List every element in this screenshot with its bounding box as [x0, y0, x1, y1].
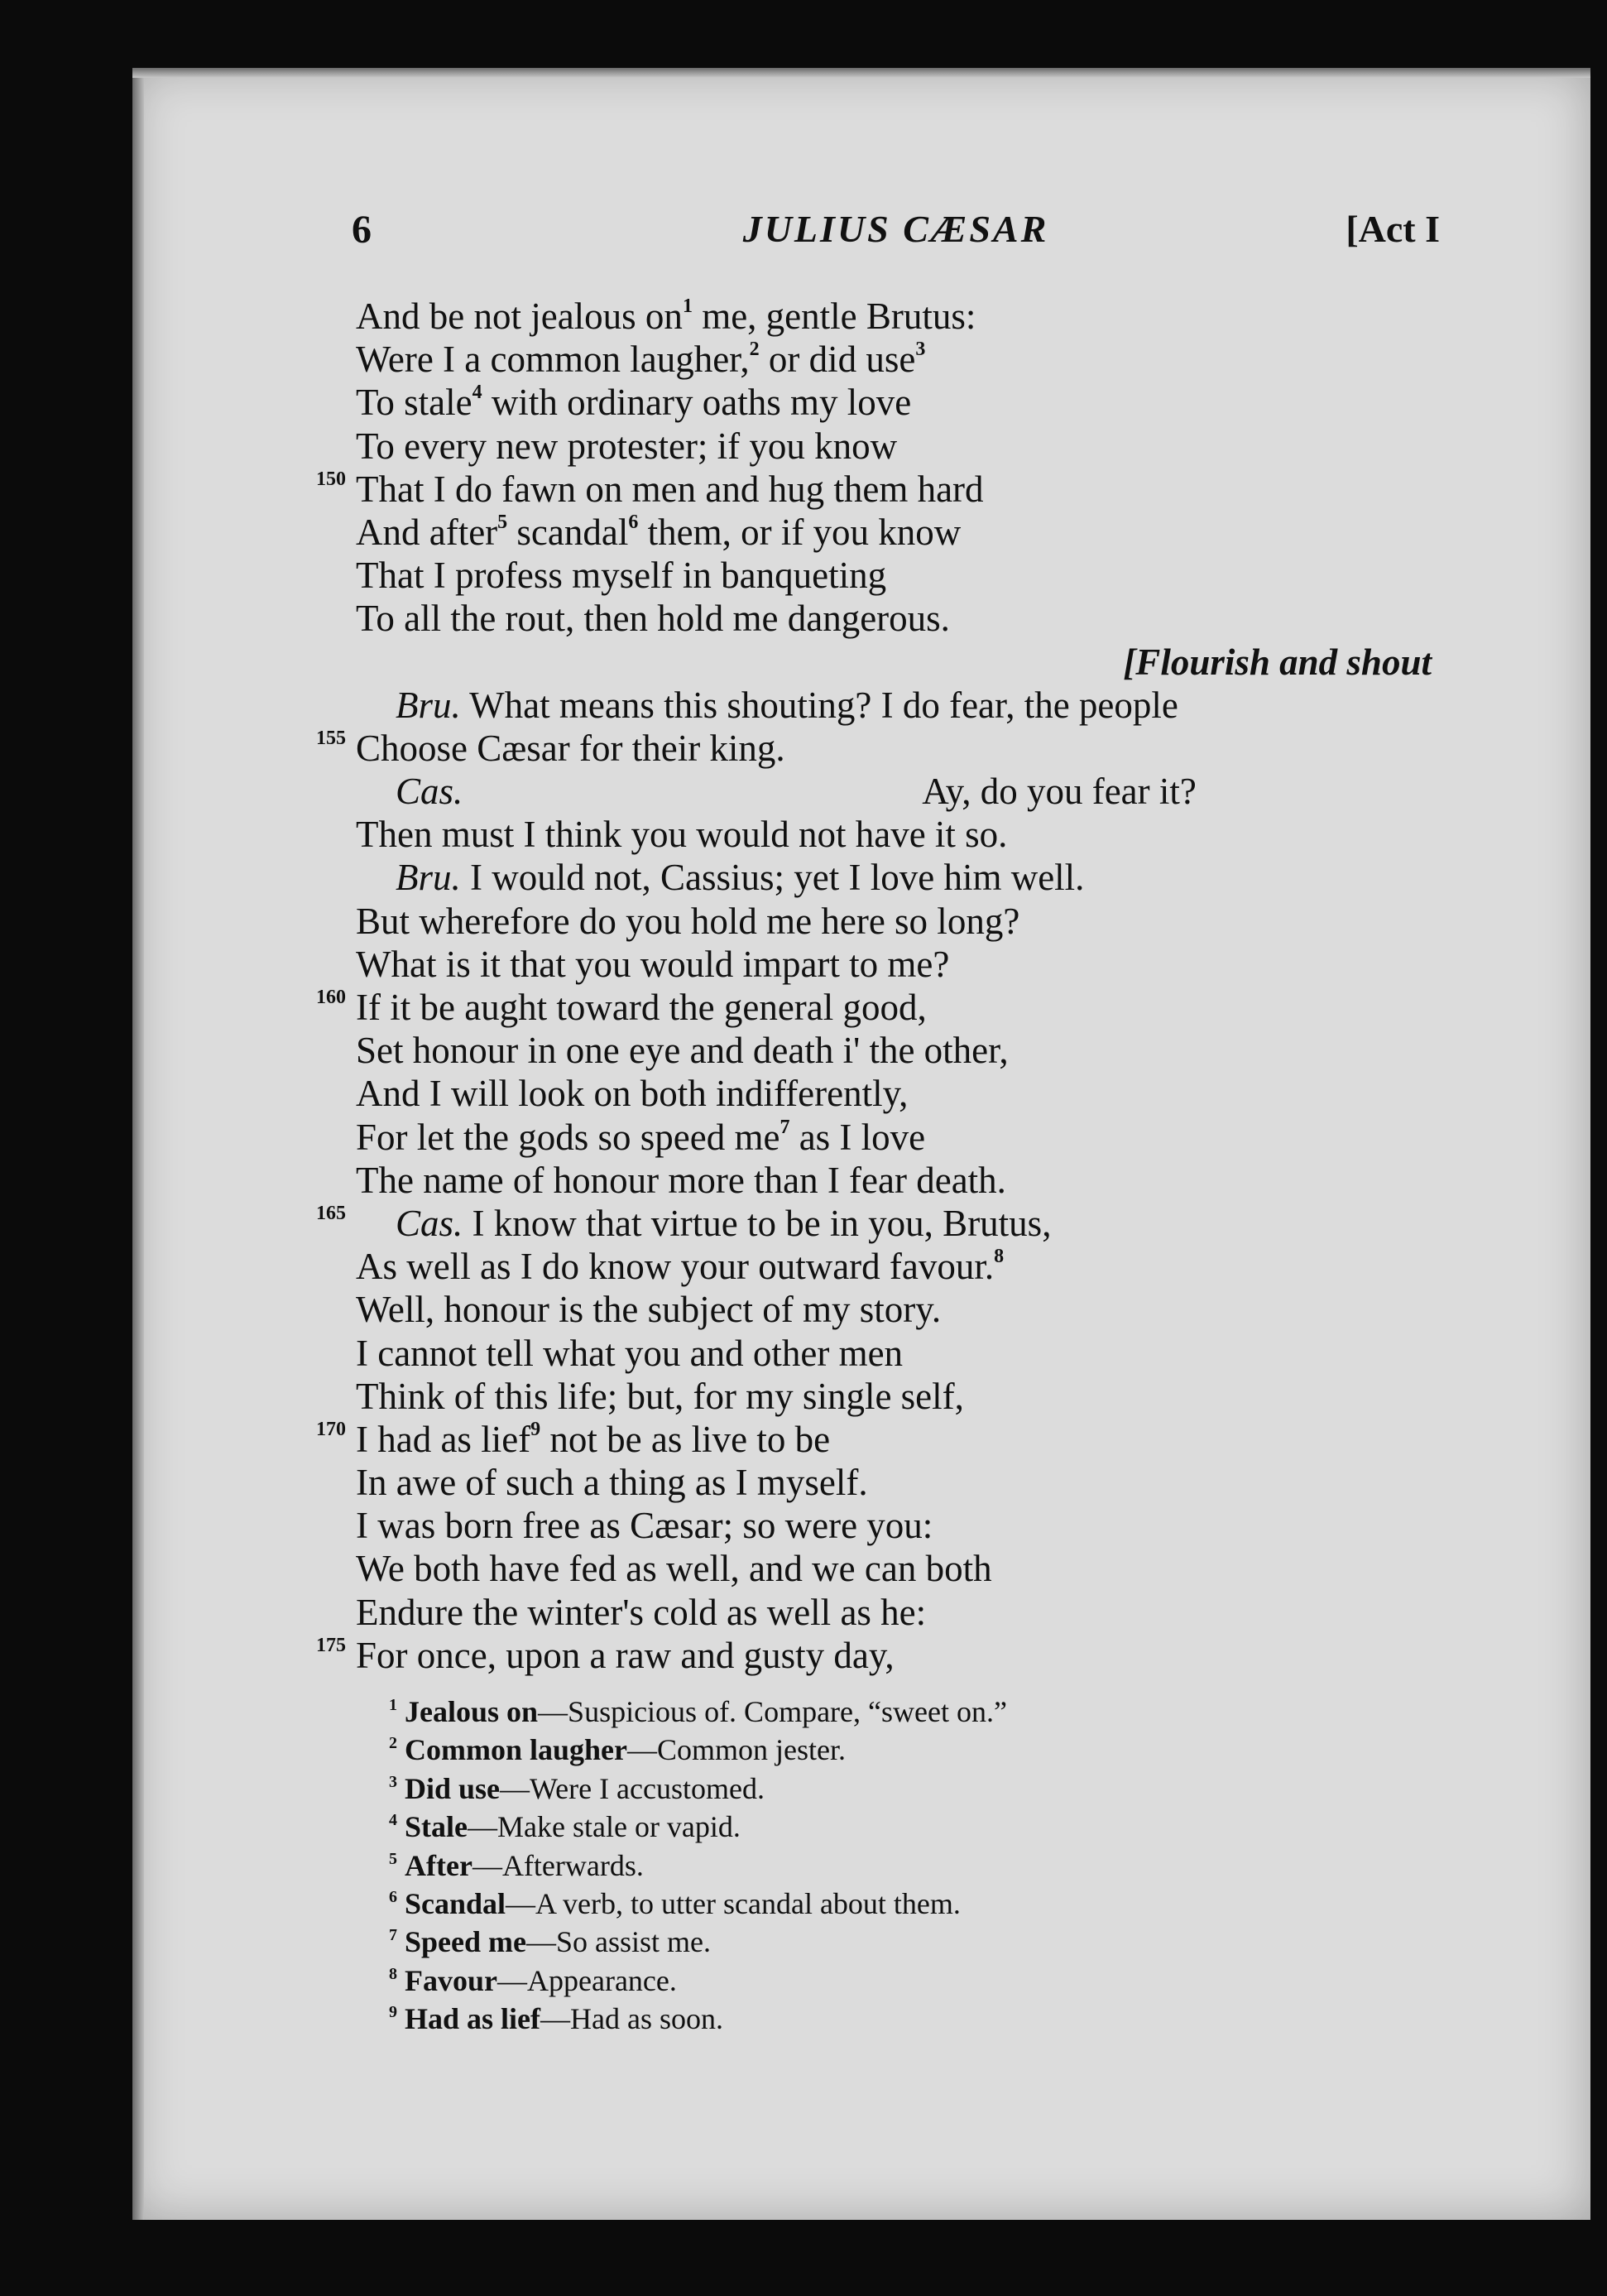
stage-direction [356, 641, 1456, 684]
verse-line [356, 1159, 1456, 1202]
verse-segment: If it be aught toward the general good, [356, 987, 927, 1028]
footnote-marker: 7 [780, 1116, 790, 1138]
footnote-marker: 5 [497, 511, 508, 533]
verse-line [356, 1288, 1456, 1331]
line-number: 170 [316, 1418, 346, 1440]
verse-segment: or did use [759, 339, 916, 381]
footnote-number: 8 [389, 1964, 397, 1983]
footnote-gloss: —Afterwards. [472, 1848, 644, 1882]
verse-segment: For let the gods so speed me [356, 1116, 780, 1158]
footnote [389, 1923, 1382, 1961]
verse-segment: me, gentle Brutus: [692, 295, 976, 337]
verse-segment: Endure the winter's cold as well as he: [356, 1591, 927, 1633]
verse-line [316, 1418, 1456, 1461]
verse-line [316, 986, 1456, 1029]
footnote-term: Scandal [405, 1886, 506, 1920]
verse-segment: I was born free as Cæsar; so were you: [356, 1505, 933, 1547]
footnote-marker: 8 [994, 1246, 1005, 1268]
verse-line [356, 1332, 1456, 1375]
verse-line [356, 1029, 1456, 1072]
verse-text [316, 295, 1456, 1677]
footnote-number: 3 [389, 1772, 397, 1791]
verse-segment: But wherefore do you hold me here so long? [356, 900, 1020, 942]
footnote-marker: 6 [628, 511, 639, 533]
speaker-name: Bru. [396, 857, 461, 899]
verse-segment: not be as live to be [540, 1418, 831, 1460]
verse-line [316, 727, 1456, 770]
verse-segment: And be not jealous on [356, 295, 683, 337]
footnote [389, 1885, 1382, 1923]
footnote-gloss: —A verb, to utter scandal about them. [506, 1886, 961, 1920]
footnote [389, 2000, 1382, 2038]
verse-line [356, 1375, 1456, 1418]
verse-segment: scandal [507, 511, 629, 553]
footnote-gloss: —Make stale or vapid. [468, 1810, 741, 1844]
verse-line [356, 511, 1456, 554]
page-header [352, 207, 1440, 265]
footnote-gloss: —So assist me. [526, 1925, 712, 1959]
footnote [389, 1693, 1382, 1731]
line-number: 150 [316, 468, 346, 490]
speaker-name: Cas. [396, 1202, 463, 1244]
footnote-marker: 2 [749, 339, 760, 361]
verse-segment: To every new protester; if you know [356, 425, 898, 467]
verse-segment: I cannot tell what you and other men [356, 1332, 904, 1374]
footnote-gloss: —Were I accustomed. [500, 1771, 765, 1805]
speaker-name: Cas. [396, 771, 463, 813]
verse-line [356, 1072, 1456, 1115]
verse-segment: Ay, do you fear it? [922, 771, 1197, 813]
verse-segment: That I profess myself in banqueting [356, 555, 887, 597]
footnote-term: After [405, 1848, 473, 1882]
footnote [389, 1962, 1382, 2000]
footnote-marker: 4 [472, 382, 482, 404]
verse-line [356, 554, 1456, 597]
footnote-number: 6 [389, 1887, 397, 1906]
footnote-number: 2 [389, 1734, 397, 1753]
footnote [389, 1808, 1382, 1846]
line-number: 155 [316, 727, 346, 749]
line-number: 165 [316, 1202, 346, 1224]
footnote-term: Speed me [405, 1925, 526, 1959]
verse-segment: Were I a common laugher, [356, 339, 750, 381]
page-number: 6 [352, 208, 372, 252]
verse-line [356, 381, 1456, 424]
footnote-term: Common laugher [405, 1733, 627, 1767]
footnote-gloss: —Common jester. [627, 1733, 846, 1767]
footnotes [389, 1693, 1382, 2039]
verse-segment: Well, honour is the subject of my story. [356, 1289, 942, 1331]
footnote-gloss: —Had as soon. [540, 2002, 723, 2036]
verse-segment: In awe of such a thing as I myself. [356, 1462, 868, 1504]
running-title: JULIUS CÆSAR [742, 208, 1049, 250]
verse-line [356, 943, 1456, 986]
verse-line [356, 1547, 1456, 1590]
verse-segment: Set honour in one eye and death i' the other, [356, 1030, 1009, 1072]
verse-line [316, 1634, 1456, 1677]
verse-segment: What is it that you would impart to me? [356, 943, 950, 985]
footnote-term: Favour [405, 1963, 497, 1997]
verse-line [356, 338, 1456, 381]
verse-line [356, 425, 1456, 468]
verse-segment: them, or if you know [638, 511, 962, 553]
verse-line [356, 1504, 1456, 1547]
footnote-term: Stale [405, 1810, 468, 1844]
footnote-marker: 1 [682, 295, 693, 317]
footnote-marker: 9 [530, 1418, 541, 1440]
page-shadow-top [132, 68, 1590, 78]
verse-segment: as I love [789, 1116, 926, 1158]
verse-segment: That I do fawn on men and hug them hard [356, 468, 984, 510]
verse-line [356, 900, 1456, 943]
footnote-number: 9 [389, 2003, 397, 2022]
verse-segment: with ordinary oaths my love [482, 382, 912, 424]
speaker-name: Bru. [396, 684, 461, 726]
verse-line [356, 813, 1456, 856]
line-number: 160 [316, 987, 346, 1008]
page-shadow-left [132, 68, 144, 2220]
verse-line [356, 1591, 1456, 1634]
verse-line [356, 1245, 1456, 1288]
verse-segment: We both have fed as well, and we can both [356, 1548, 992, 1590]
verse-line [356, 770, 1456, 813]
footnote-number: 5 [389, 1849, 397, 1868]
verse-line [356, 295, 1456, 338]
verse-segment: Think of this life; but, for my single self, [356, 1375, 964, 1417]
verse-segment: To stale [356, 382, 473, 424]
verse-segment: Choose Cæsar for their king. [356, 727, 785, 769]
verse-segment: For once, upon a raw and gusty day, [356, 1634, 895, 1676]
verse-line [316, 468, 1456, 511]
line-number: 175 [316, 1634, 346, 1656]
footnote-number: 4 [389, 1811, 397, 1830]
verse-line [356, 597, 1456, 640]
footnote-number: 7 [389, 1926, 397, 1945]
verse-segment: Then must I think you would not have it so. [356, 814, 1008, 856]
footnote [389, 1731, 1382, 1769]
verse-segment: I would not, Cassius; yet I love him well. [460, 857, 1085, 899]
footnote [389, 1847, 1382, 1885]
verse-line [316, 1202, 1456, 1245]
verse-segment: I had as lief [356, 1418, 531, 1460]
stage-direction-text: [Flourish and shout [1123, 641, 1432, 683]
verse-line [356, 684, 1456, 727]
verse-segment: And after [356, 511, 498, 553]
footnote-term: Did use [405, 1771, 501, 1805]
verse-line [356, 1116, 1456, 1159]
footnote-gloss: —Suspicious of. Compare, “sweet on.” [538, 1695, 1007, 1728]
verse-segment: And I will look on both indifferently, [356, 1073, 909, 1115]
footnote-term: Jealous on [405, 1695, 539, 1728]
verse-segment: What means this shouting? I do fear, the people [460, 684, 1178, 726]
act-label: [Act I [1346, 208, 1440, 250]
verse-line [356, 1461, 1456, 1504]
verse-line [356, 856, 1456, 899]
verse-segment: To all the rout, then hold me dangerous. [356, 598, 950, 640]
verse-segment: As well as I do know your outward favour. [356, 1246, 995, 1288]
footnote [389, 1770, 1382, 1808]
verse-segment: The name of honour more than I fear death. [356, 1159, 1006, 1201]
verse-segment: I know that virtue to be in you, Brutus, [463, 1202, 1052, 1244]
footnote-marker: 3 [915, 339, 926, 361]
footnote-gloss: —Appearance. [497, 1963, 677, 1997]
footnote-number: 1 [389, 1696, 397, 1714]
footnote-term: Had as lief [405, 2002, 541, 2036]
